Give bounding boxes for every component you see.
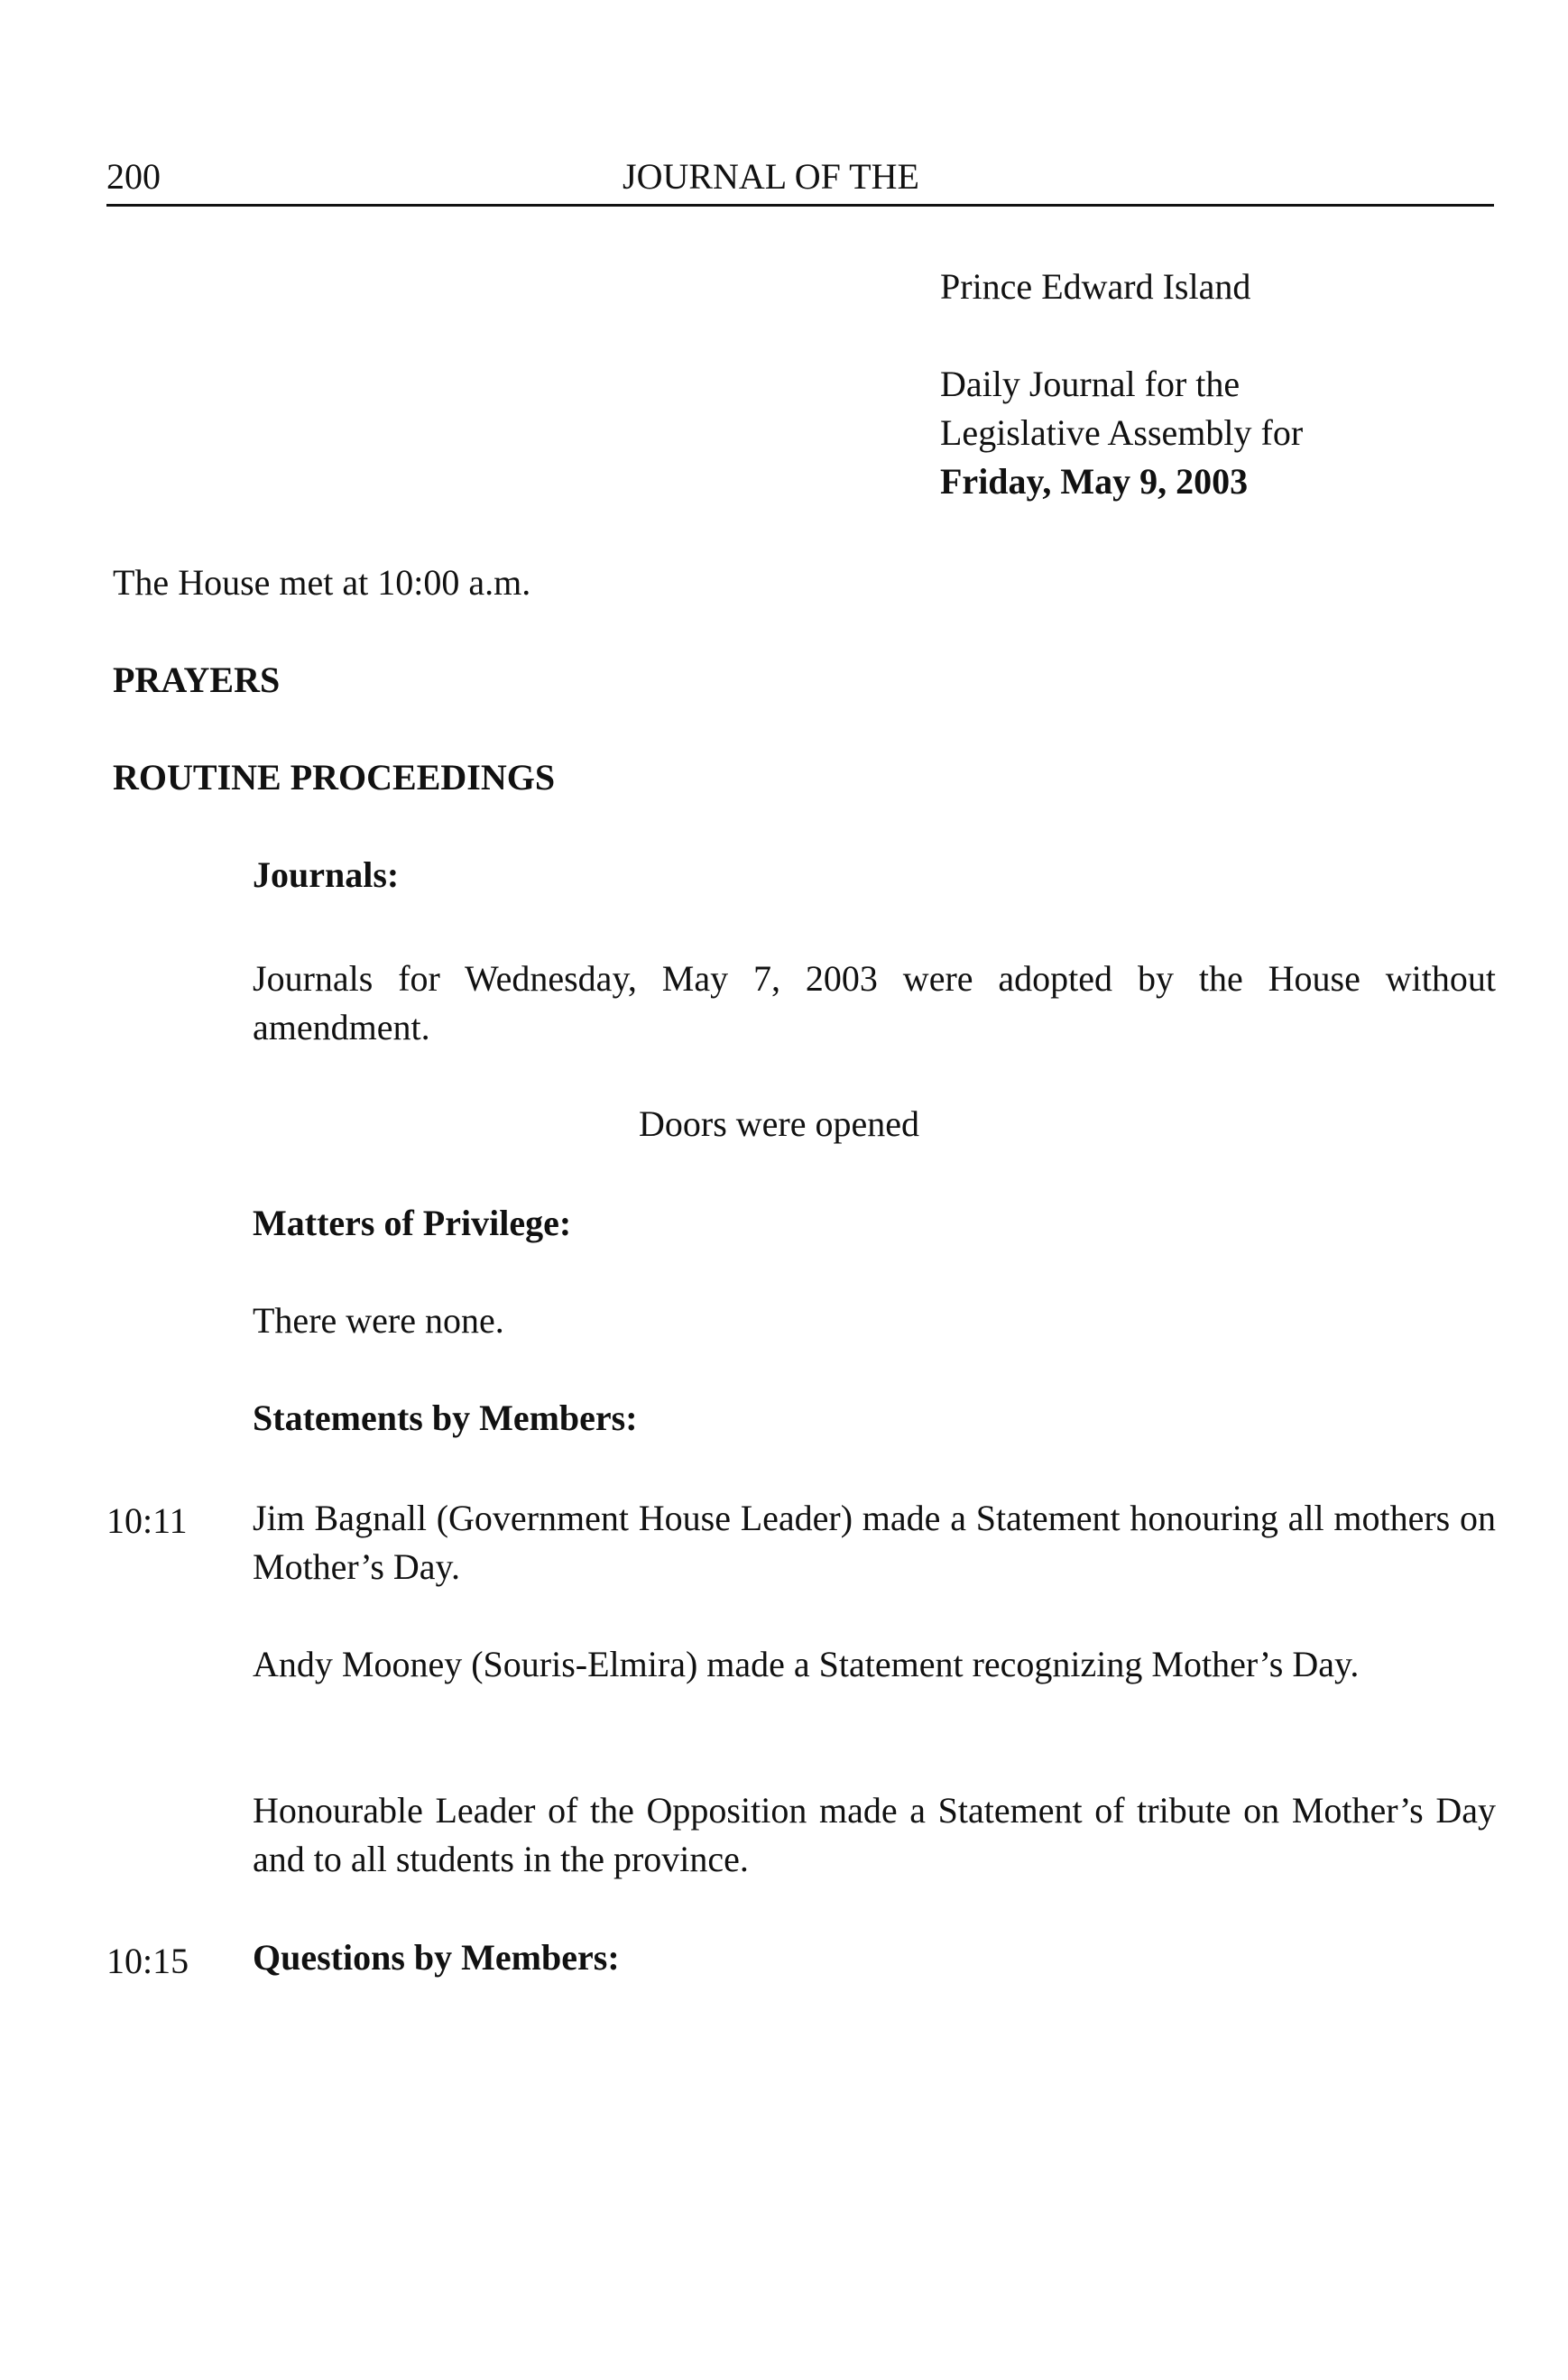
page-number: 200	[106, 156, 161, 197]
routine-proceedings-heading: ROUTINE PROCEEDINGS	[113, 757, 556, 798]
privilege-heading: Matters of Privilege:	[253, 1203, 572, 1243]
journals-paragraph: Journals for Wednesday, May 7, 2003 were adopted by the House without amendment.	[253, 958, 1496, 1047]
header-rule	[106, 204, 1494, 207]
statement-paragraph: Jim Bagnall (Government House Leader) made a Statement honouring all mothers on Mother’s Day.	[253, 1498, 1496, 1587]
province-name: Prince Edward Island	[940, 266, 1251, 307]
statement-time: 10:11	[106, 1500, 188, 1541]
privilege-text: There were none.	[253, 1300, 504, 1341]
sitting-date: Friday, May 9, 2003	[940, 461, 1249, 502]
statements-heading: Statements by Members:	[253, 1398, 638, 1438]
journal-title-line2: Legislative Assembly for	[940, 412, 1304, 453]
doors-opened-note: Doors were opened	[639, 1103, 919, 1144]
statement-paragraph: Andy Mooney (Souris-Elmira) made a Statement recognizing Mother’s Day.	[253, 1644, 1360, 1684]
house-met-line: The House met at 10:00 a.m.	[113, 562, 531, 603]
questions-time: 10:15	[106, 1941, 189, 1981]
journals-heading: Journals:	[253, 854, 400, 895]
journal-title-line1: Daily Journal for the	[940, 364, 1241, 404]
statement-paragraph: Honourable Leader of the Opposition made a Statement of tribute on Mother’s Day and to all students in the province.	[253, 1790, 1496, 1879]
prayers-heading: PRAYERS	[113, 660, 281, 700]
running-head: JOURNAL OF THE	[623, 156, 919, 197]
questions-heading: Questions by Members:	[253, 1937, 620, 1978]
